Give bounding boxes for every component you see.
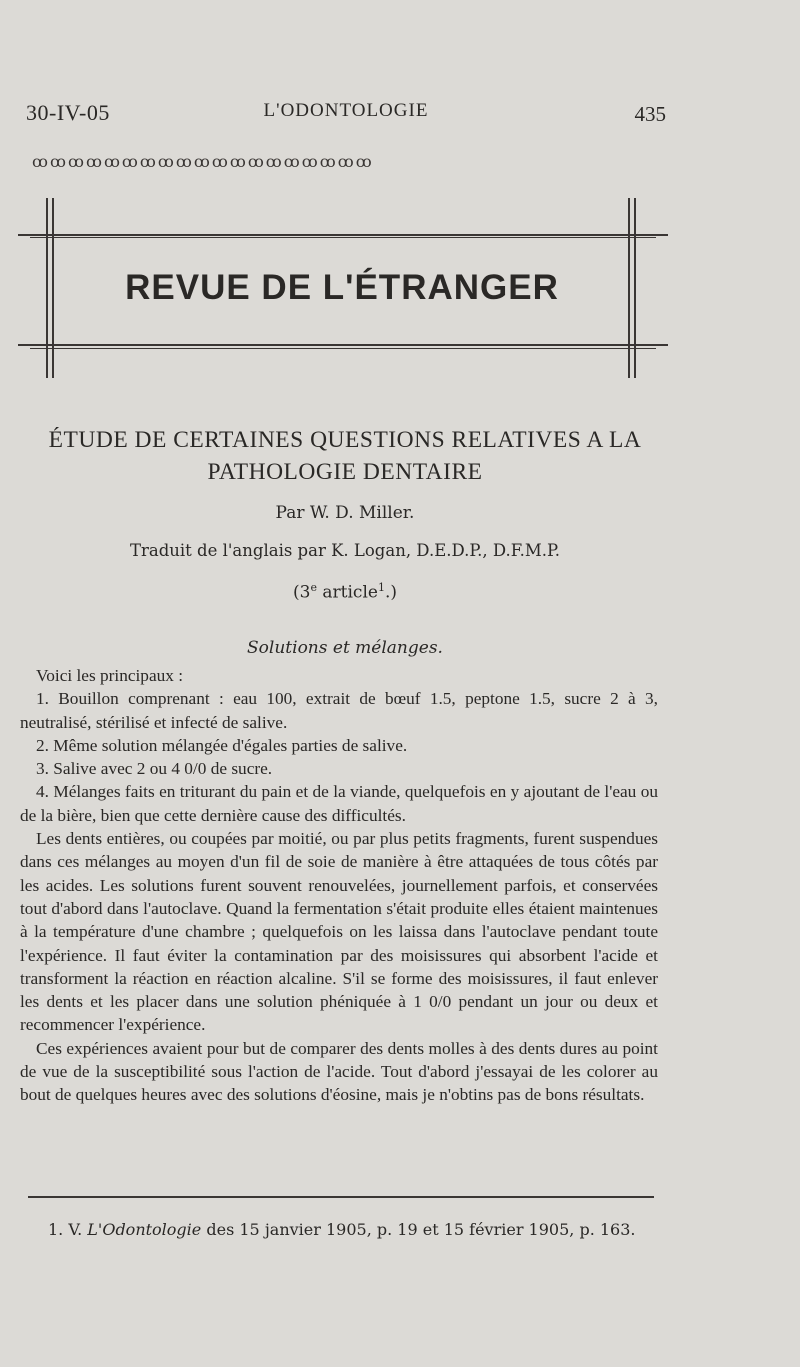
paragraph: 3. Salive avec 2 ou 4 0/0 de sucre. <box>36 759 273 779</box>
frame-right-bar-2 <box>634 198 636 378</box>
frame-left-bar <box>46 198 48 378</box>
author-byline: Par W. D. Miller. <box>275 503 415 523</box>
article-number-ordinal: e <box>310 581 317 594</box>
running-head <box>26 100 666 130</box>
footnote-divider <box>28 1196 654 1198</box>
frame-bottom-rule-inner <box>30 348 656 349</box>
paragraph: 4. Mélanges faits en triturant du pain et de la viande, quelquefois en y ajoutant de l'eau ou de la bière, bien que cette dernière cause des difficultés. <box>20 782 658 825</box>
issue-date: 30-IV-05 <box>26 100 110 125</box>
article-title <box>20 424 670 488</box>
article-number-prefix: (3 <box>293 582 311 603</box>
article-body <box>20 664 658 1107</box>
article-number <box>20 581 670 603</box>
translator-line: Traduit de l'anglais par K. Logan, D.E.D.P., D.F.M.P. <box>129 541 561 560</box>
page-number: 435 <box>634 102 666 126</box>
journal-name: L'ODONTOLOGIE <box>263 100 429 121</box>
footnote-journal: L'Odontologie <box>87 1220 202 1239</box>
footnote-prefix: V. <box>68 1220 83 1239</box>
article-title-line-2: PATHOLOGIE DENTAIRE <box>207 459 483 485</box>
article-number-suffix: .) <box>384 582 397 603</box>
subsection-heading: Solutions et mélanges. <box>247 638 443 658</box>
frame-bottom-rule <box>18 344 668 346</box>
footnote-number: 1. <box>48 1220 64 1239</box>
footnote <box>48 1220 658 1239</box>
footnote-reference: 1 <box>377 581 385 594</box>
footnote-text: des 15 janvier 1905, p. 19 et 15 février 1905, p. 163. <box>206 1220 636 1239</box>
frame-top-rule <box>18 234 668 236</box>
paragraph: Ces expériences avaient pour but de comparer des dents molles à des dents dures au point de vue de la susceptibilité sous l'action de l'acide. Tout d'abord j'essayai de les colorer au bout de quelques heures avec des solutions d'éosine, mais je n'obtins pas de bons résultats. <box>20 1038 658 1105</box>
ornamental-border: ꝏꝏꝏꝏꝏꝏꝏꝏꝏꝏꝏꝏꝏꝏꝏꝏꝏꝏꝏ <box>32 152 374 171</box>
paragraph: Les dents entières, ou coupées par moitié, ou par plus petits fragments, furent suspendues dans ces mélanges au moyen d'un fil de soie de manière à être attaquées de tous côtés par les acides. Les solutions furent souvent renouvelées, journellement parfois, et conservées tout d'abord dans l'autoclave. Quand la fermentation s'était produite elles étaient maintenues à la température d'une chambre ; quelquefois on les laissa dans l'autoclave pendant toute l'expérience. Il faut éviter la contamination par des moisissures qui absorbent l'acide et transforment la réaction en réaction alcaline. S'il se forme des moisissures, il faut enlever les dents et les placer dans une solution phéniquée à 1 0/0 pendant un jour ou deux et recommencer l'expérience. <box>20 829 658 1035</box>
article-title-line-1: ÉTUDE DE CERTAINES QUESTIONS RELATIVES A LA <box>48 427 642 453</box>
paragraph: Voici les principaux : <box>36 666 184 685</box>
article-number-label: article <box>316 582 378 603</box>
section-title: REVUE DE L'ÉTRANGER <box>125 268 559 307</box>
paragraph: 2. Même solution mélangée d'égales parties de salive. <box>36 735 408 755</box>
frame-top-rule-inner <box>30 237 656 238</box>
paragraph: 1. Bouillon comprenant : eau 100, extrait de bœuf 1.5, peptone 1.5, sucre 2 à 3, neutralisé, stérilisé et infecté de salive. <box>20 689 658 732</box>
